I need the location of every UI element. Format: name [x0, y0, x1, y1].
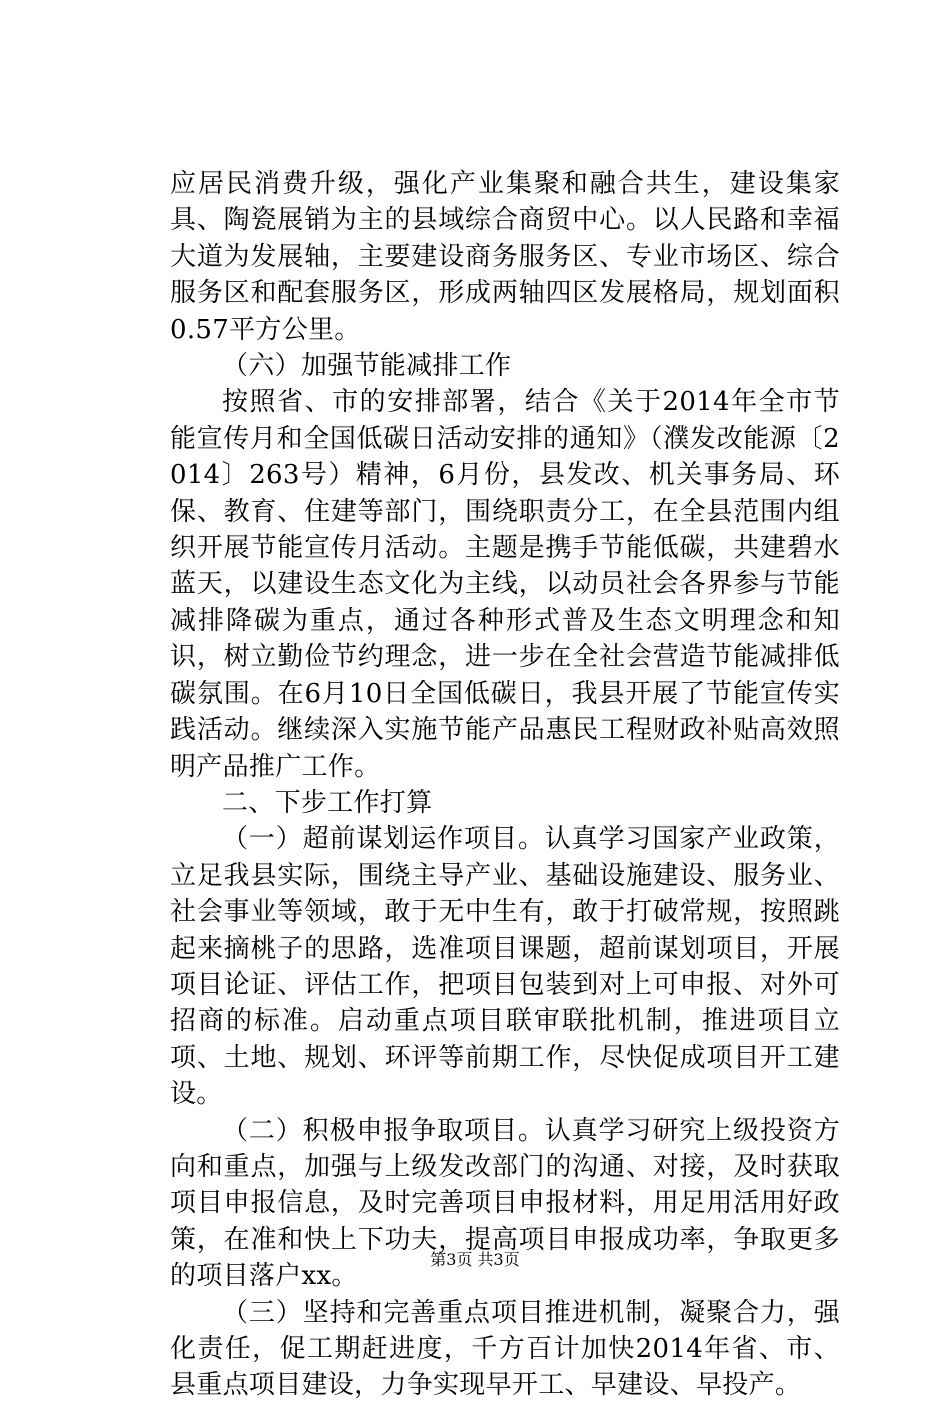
paragraph-next-step-2: （二）积极申报争取项目。认真学习研究上级投资方向和重点，加强与上级发改部门的沟通、对接，及时获取项目申报信息，及时完善项目申报材料，用足用活用好政策，在准和快上下功夫，提高项目申报成功率，争取更多的项目落户xx。 [170, 1115, 840, 1292]
paragraph-continuation: 应居民消费升级，强化产业集聚和融合共生，建设集家具、陶瓷展销为主的县域综合商贸中心。以人民路和幸福大道为发展轴，主要建设商务服务区、专业市场区、综合服务区和配套服务区，形成两轴四区发展格局，规划面积0.57平方公里。 [170, 169, 840, 345]
document-body [170, 166, 840, 1404]
paragraph-next-step-3: （三）坚持和完善重点项目推进机制，凝聚合力，强化责任，促工期赶进度，千方百计加快2014年省、市、县重点项目建设，力争实现早开工、早建设、早投产。 [170, 1297, 840, 1401]
paragraph-next-step-1: （一）超前谋划运作项目。认真学习国家产业政策，立足我县实际，围绕主导产业、基础设施建设、服务业、社会事业等领域，敢于无中生有，敢于打破常规，按照跳起来摘桃子的思路，选准项目课题，超前谋划项目，开展项目论证、评估工作，把项目包装到对上可申报、对外可招商的标准。启动重点项目联审联批机制，推进项目立项、土地、规划、环评等前期工作，尽快促成项目开工建设。 [170, 824, 840, 1110]
paragraph-energy-saving: 按照省、市的安排部署，结合《关于2014年全市节能宣传月和全国低碳日活动安排的通知》（濮发改能源〔2014〕263号）精神，6月份，县发改、机关事务局、环保、教育、住建等部门，围绕职责分工，在全县范围内组织开展节能宣传月活动。主题是携手节能低碳，共建碧水蓝天，以建设生态文化为主线，以动员社会各界参与节能减排降碳为重点，通过各种形式普及生态文明理念和知识，树立勤俭节约理念，进一步在全社会营造节能减排低碳氛围。在6月10日全国低碳日，我县开展了节能宣传实践活动。继续深入实施节能产品惠民工程财政补贴高效照明产品推广工作。 [170, 387, 840, 782]
section-heading-energy-saving: （六）加强节能减排工作 [222, 351, 512, 382]
page-footer: 第3页 共3页 [430, 1250, 520, 1269]
section-heading-next-steps: 二、下步工作打算 [222, 787, 433, 818]
